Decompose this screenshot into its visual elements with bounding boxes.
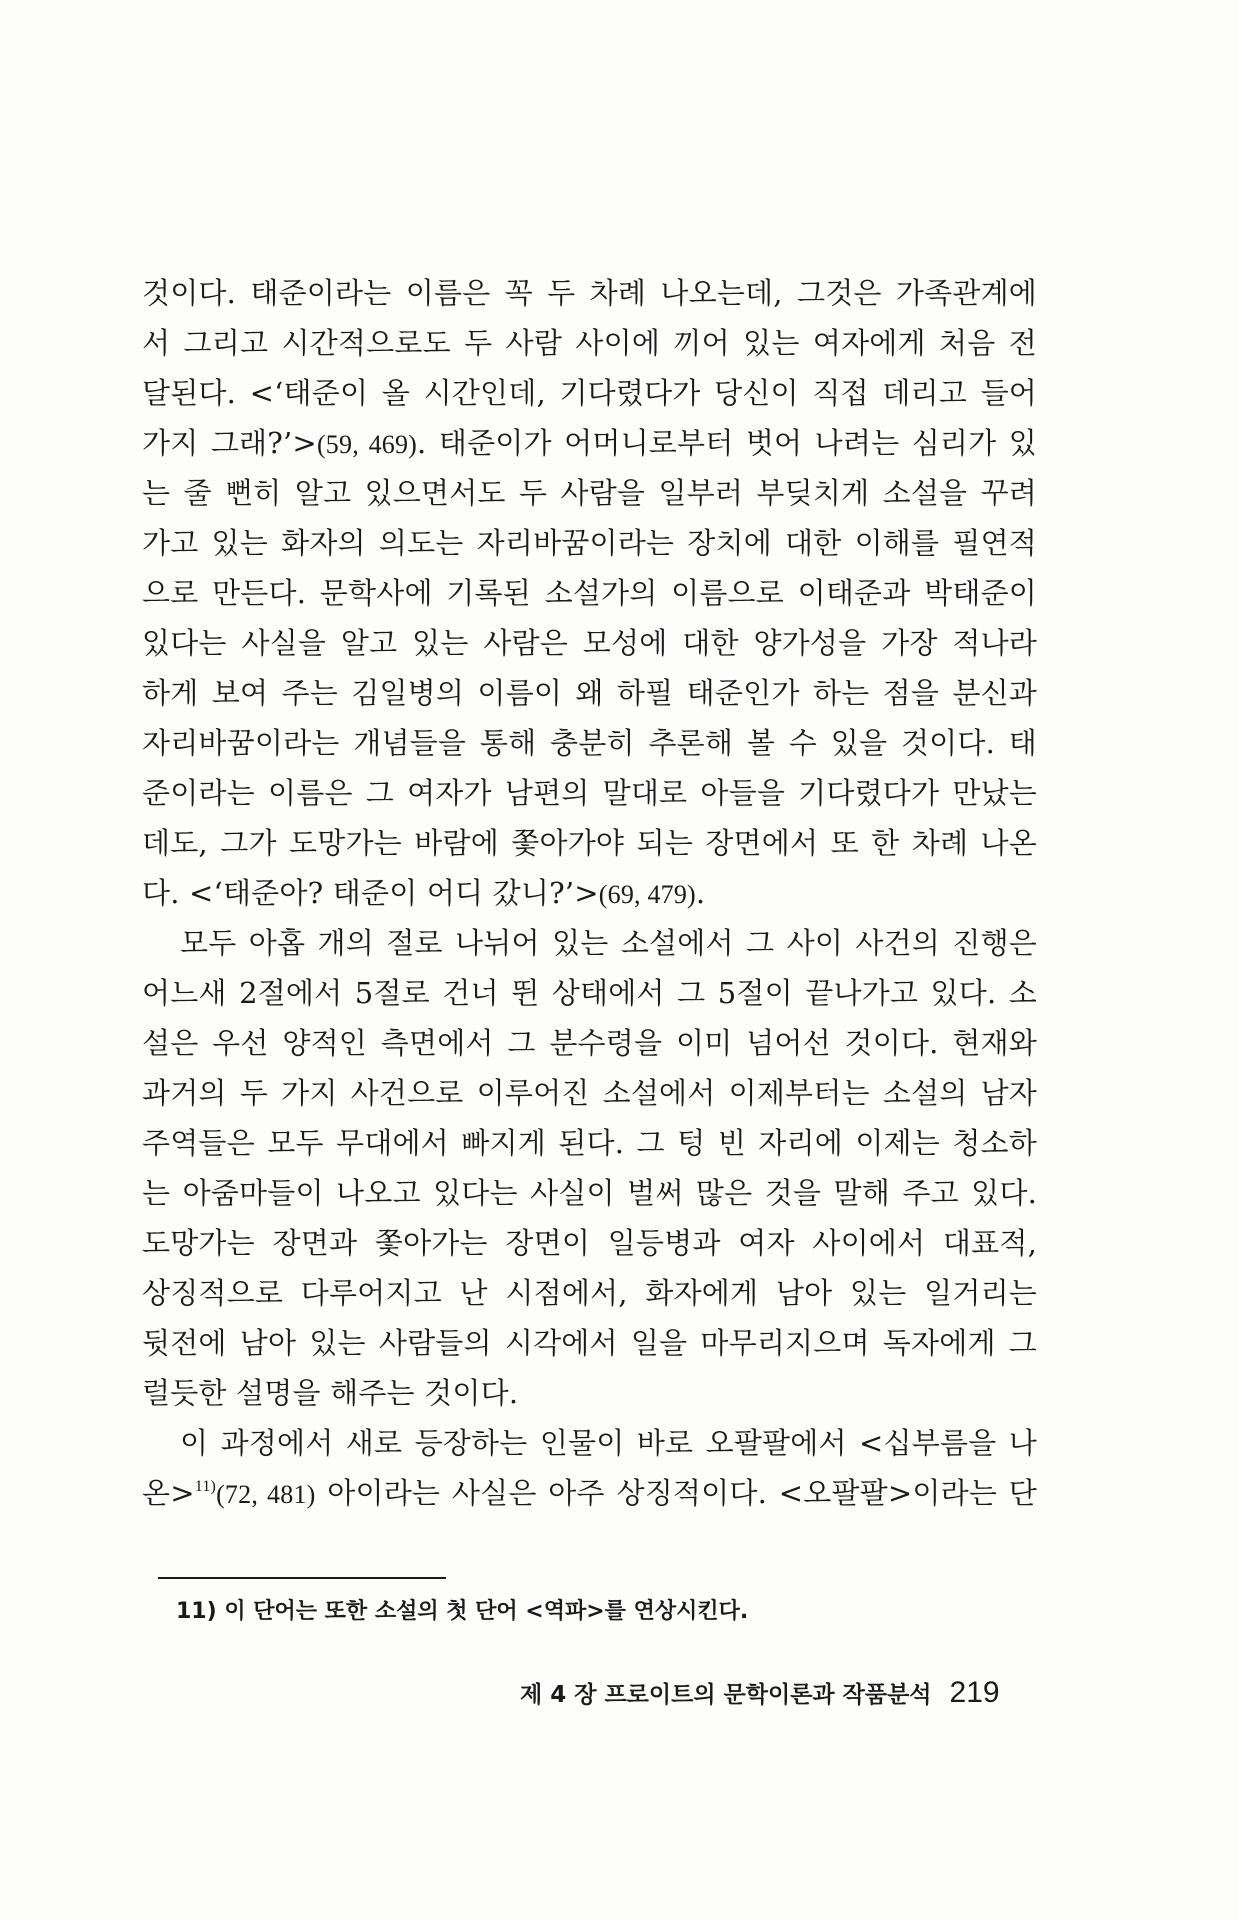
quote-text: 다. <‘태준아? 태준이 어디 갔니?’>	[142, 876, 599, 910]
text-line: 는 줄 뻔히 알고 있으면서도 두 사람을 일부러 부딪치게 소설을 꾸려	[142, 476, 1037, 510]
page-number: 219	[949, 1676, 1000, 1709]
text-line: 가고 있는 화자의 의도는 자리바꿈이라는 장치에 대한 이해를 필연적	[142, 526, 1037, 560]
text-line	[142, 418, 1037, 468]
text-line: 럴듯한 설명을 해주는 것이다.	[142, 1376, 519, 1410]
text-line: 뒷전에 남아 있는 사람들의 시각에서 일을 마무리지으며 독자에게 그	[142, 1326, 1037, 1360]
paragraph-first-line: 이 과정에서 새로 등장하는 인물이 바로 오팔팔에서 <십부름을 나	[180, 1426, 1037, 1460]
text-line: 설은 우선 양적인 측면에서 그 분수령을 이미 넘어선 것이다. 현재와	[142, 1026, 1037, 1060]
text-line: 달된다. <‘태준이 올 시간인데, 기다렸다가 당신이 직접 데리고 들어	[142, 376, 1037, 410]
text-line	[142, 868, 1037, 918]
chapter-title: 제 4 장 프로이트의 문학이론과 작품분석	[520, 1682, 932, 1708]
citation: (72, 481)	[216, 1480, 316, 1509]
footnote-divider	[158, 1577, 446, 1579]
text-line: 으로 만든다. 문학사에 기록된 소설가의 이름으로 이태준과 박태준이	[142, 576, 1037, 610]
quote-text: 가지 그래?’>	[142, 426, 317, 460]
text-line: 상징적으로 다루어지고 난 시점에서, 화자에게 남아 있는 일거리는	[142, 1276, 1037, 1310]
text-run: 아이라는 사실은 아주 상징적이다. <오팔팔>이라는 단	[315, 1476, 1038, 1510]
citation: (59, 469)	[316, 430, 418, 459]
text-line: 자리바꿈이라는 개념들을 통해 충분히 추론해 볼 수 있을 것이다. 태	[142, 726, 1037, 760]
text-line: 있다는 사실을 알고 있는 사람은 모성에 대한 양가성을 가장 적나라	[142, 626, 1037, 660]
text-line: 준이라는 이름은 그 여자가 남편의 말대로 아들을 기다렸다가 만났는	[142, 776, 1037, 810]
text-line: 데도, 그가 도망가는 바람에 쫓아가야 되는 장면에서 또 한 차례 나온	[142, 826, 1037, 860]
text-run: . 태준이가 어머니로부터 벗어 나려는 심리가 있	[417, 426, 1037, 460]
text-run: 온>	[142, 1476, 195, 1510]
footnote-marker[interactable]: 11)	[194, 1478, 217, 1495]
text-line: 것이다. 태준이라는 이름은 꼭 두 차례 나오는데, 그것은 가족관계에	[142, 276, 1037, 310]
footnote: 11) 이 단어는 또한 소설의 첫 단어 <역파>를 연상시킨다.	[176, 1599, 749, 1624]
text-line: 하게 보여 주는 김일병의 이름이 왜 하필 태준인가 하는 점을 분신과	[142, 676, 1037, 710]
citation: (69, 479)	[598, 880, 696, 909]
text-line: 도망가는 장면과 쫓아가는 장면이 일등병과 여자 사이에서 대표적,	[142, 1226, 1037, 1260]
text-run: .	[695, 876, 706, 910]
text-line: 어느새 2절에서 5절로 건너 뛴 상태에서 그 5절이 끝나가고 있다. 소	[142, 976, 1037, 1010]
text-line: 는 아줌마들이 나오고 있다는 사실이 벌써 많은 것을 말해 주고 있다.	[142, 1176, 1037, 1210]
paragraph-first-line: 모두 아홉 개의 절로 나뉘어 있는 소설에서 그 사이 사건의 진행은	[180, 926, 1037, 960]
text-line: 과거의 두 가지 사건으로 이루어진 소설에서 이제부터는 소설의 남자	[142, 1076, 1037, 1110]
body-text	[142, 268, 1037, 1518]
text-line: 주역들은 모두 무대에서 빠지게 된다. 그 텅 빈 자리에 이제는 청소하	[142, 1126, 1037, 1160]
text-line: 서 그리고 시간적으로도 두 사람 사이에 끼어 있는 여자에게 처음 전	[142, 326, 1037, 360]
running-footer	[520, 1675, 1000, 1713]
text-line	[142, 1468, 1037, 1518]
